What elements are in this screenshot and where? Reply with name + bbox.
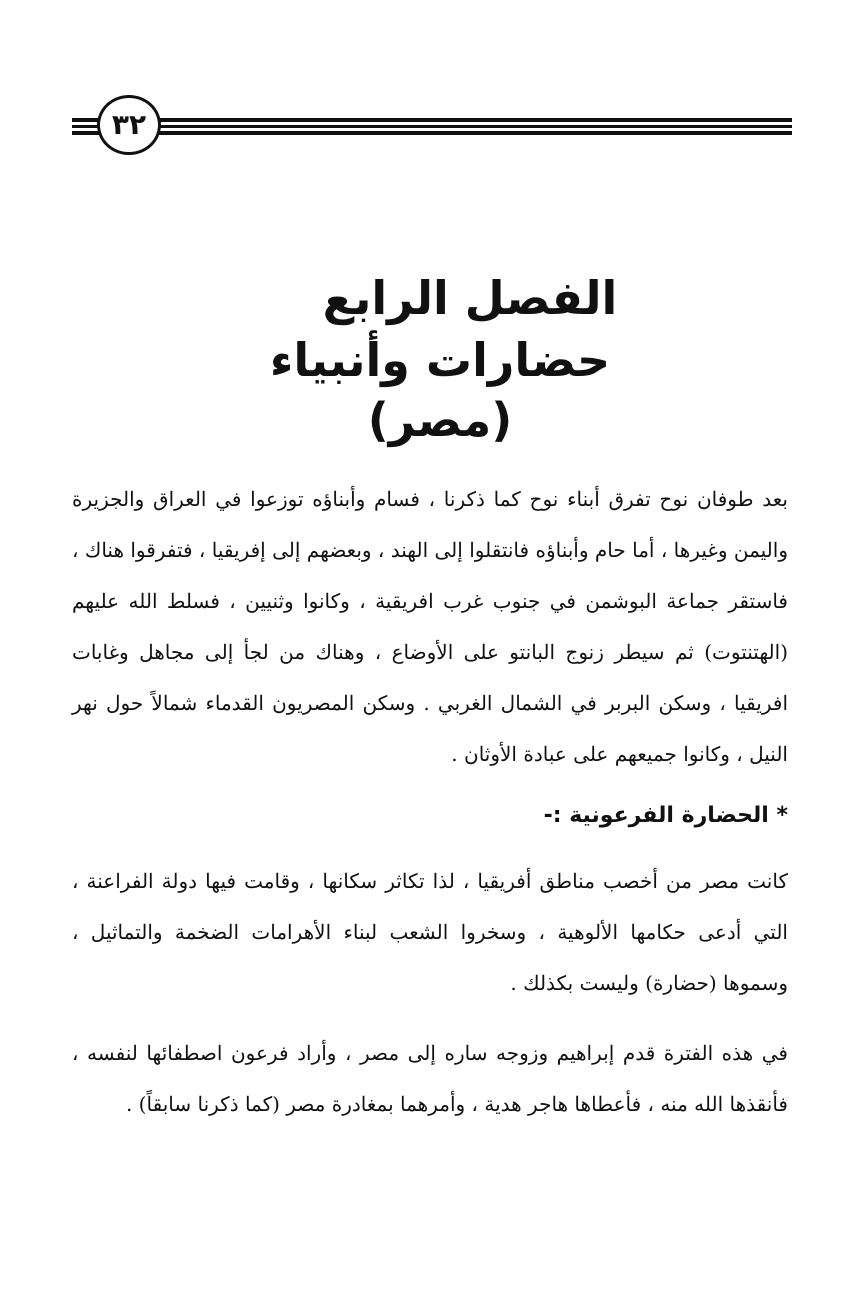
section-heading: * الحضارة الفرعونية :- <box>543 803 788 828</box>
body-paragraph: بعد طوفان نوح تفرق أبناء نوح كما ذكرنا ، فسام وأبناؤه توزعوا في العراق والجزيرة واليمن وغيرها ، أما حام وأبناؤه فانتقلوا إلى الهند ، وبعضهم إلى إفريقيا ، فتفرقوا هناك ، فاستقر جماعة البوشمن في جنوب غرب افريقية ، وكانوا وثنيين ، فسلط الله عليهم (الهتنتوت) ثم سيطر زنوج البانتو على الأوضاع ، وهناك من لجأ إلى مجاهل وغابات افريقيا ، وسكن البربر في الشمال الغربي . وسكن المصريون القدماء شمالاً حول نهر النيل ، وكانوا جميعهم على عبادة الأوثان . <box>72 487 788 766</box>
page-number: ٣٢ <box>111 108 147 141</box>
page-number-badge <box>97 95 161 155</box>
chapter-title: الفصل الرابع <box>322 271 618 325</box>
chapter-subtitle: حضارات وأنبياء (مصر) <box>269 333 611 447</box>
header-rule-line <box>72 118 792 122</box>
header-rule <box>72 118 792 136</box>
body-paragraph: كانت مصر من أخصب مناطق أفريقيا ، لذا تكاثر سكانها ، وقامت فيها دولة الفراعنة ، التي أدعى حكامها الألوهية ، وسخروا الشعب لبناء الأهرامات الضخمة والتماثيل ، وسموها (حضارة) وليست بكذلك . <box>72 869 788 995</box>
header-rule-line <box>72 125 792 128</box>
header-rule-line <box>72 131 792 135</box>
body-paragraph: في هذه الفترة قدم إبراهيم وزوجه ساره إلى مصر ، وأراد فرعون اصطفائها لنفسه ، فأنقذها الله منه ، فأعطاها هاجر هدية ، وأمرهما بمغادرة مصر (كما ذكرنا سابقاً) . <box>72 1041 788 1116</box>
